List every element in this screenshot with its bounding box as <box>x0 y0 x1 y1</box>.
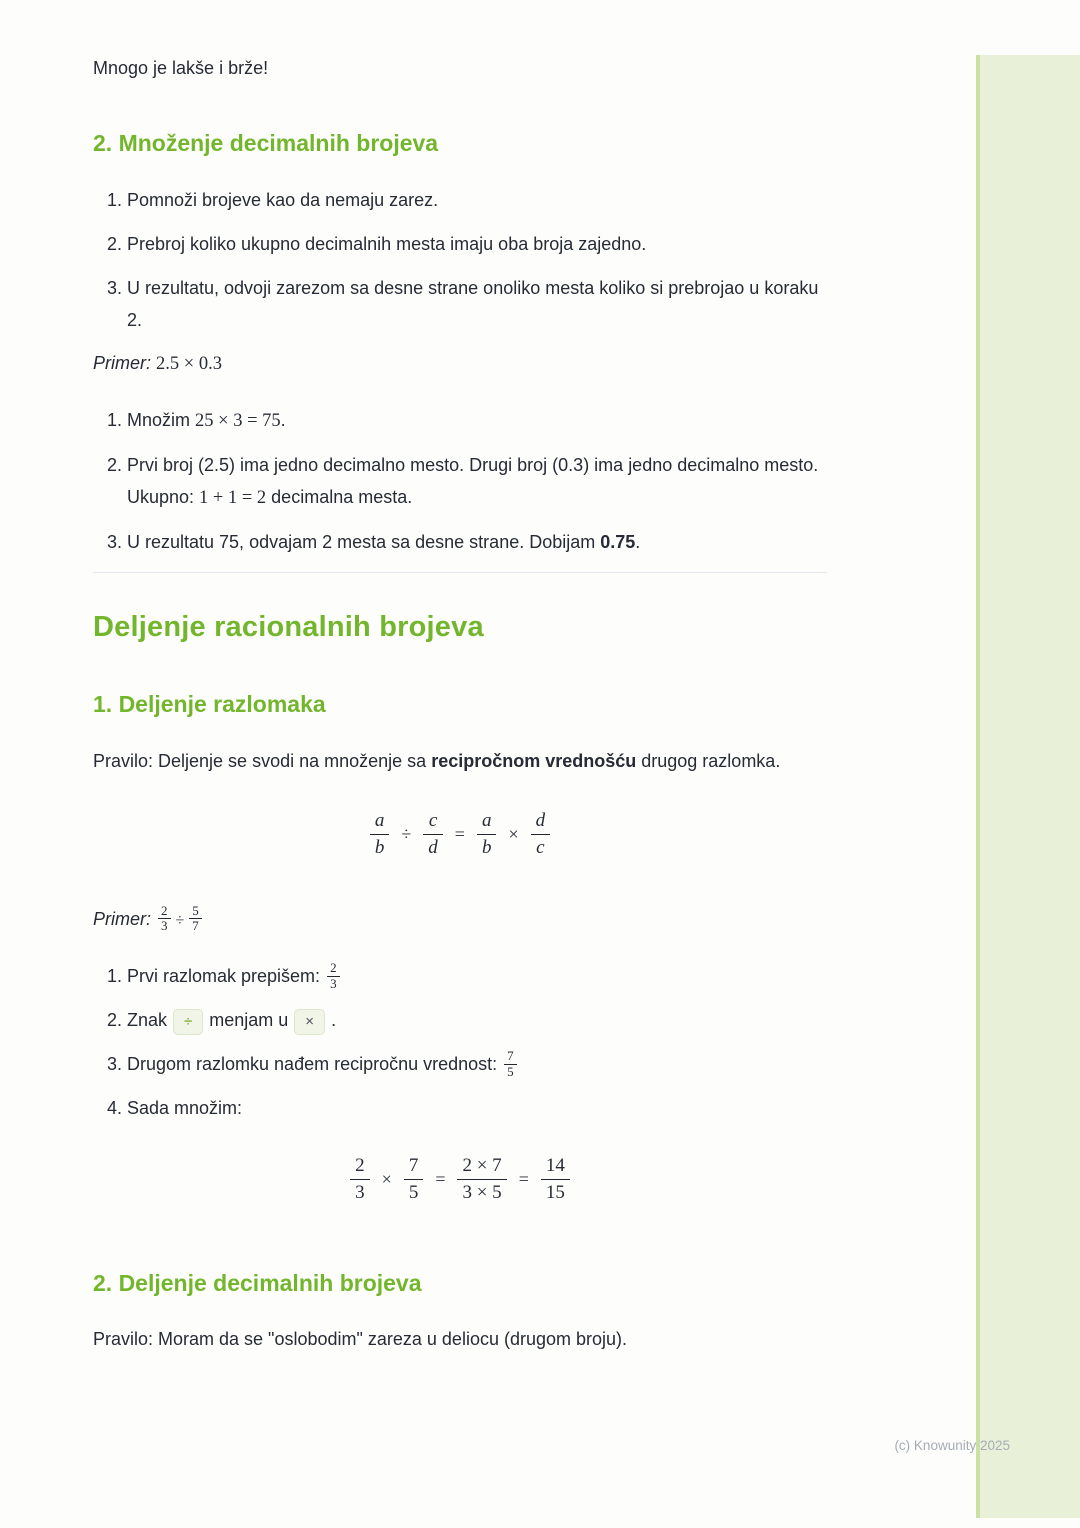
intro-text: Mnogo je lakše i brže! <box>93 58 269 78</box>
list-item <box>127 1003 827 1037</box>
fraction: $\frac{7}{5}$ <box>404 1153 424 1206</box>
list-item <box>127 526 827 558</box>
inline-code-multiply-sign: × <box>294 1009 325 1035</box>
list-item-text: . <box>331 1010 337 1031</box>
page-title-deljenje: Deljenje racionalnih brojeva <box>93 611 484 643</box>
fraction: $\frac{d}{c}$ <box>531 808 551 861</box>
fraction: $\frac{7}{5}$ <box>504 1049 517 1080</box>
equals-sign: = <box>454 824 465 844</box>
list-item-text: . <box>635 532 641 552</box>
primer-deljenje <box>93 902 827 936</box>
mnozenje-example-list <box>93 404 827 558</box>
divide-operator: ÷ <box>401 824 412 844</box>
list-item-text: U rezultatu 75, odvajam 2 mesta sa desne strane. Dobijam <box>127 532 601 552</box>
list-item-text: Prvi broj (2.5) ima jedno decimalno mesto. Drugi broj (0.3) ima jedno decimalno mesto. Ukupno: <box>127 455 819 507</box>
list-item <box>127 959 827 993</box>
document-content <box>93 55 827 1353</box>
list-item-text: menjam u <box>209 1010 289 1031</box>
mnozenje-rules-list <box>93 184 827 336</box>
fraction: $\frac{c}{d}$ <box>423 808 443 861</box>
list-item-text: Prvi razlomak prepišem: <box>127 966 326 987</box>
fraction: $\frac{2}{3}$ <box>158 904 171 935</box>
multiplication-result-formula <box>93 1153 827 1206</box>
equals-sign: = <box>518 1169 529 1190</box>
list-item <box>127 228 827 260</box>
equals-sign: = <box>435 1169 446 1190</box>
deljenje-steps-list <box>93 959 827 1125</box>
right-accent-stripe <box>980 55 1080 1518</box>
multiply-operator: × <box>508 824 519 844</box>
list-item-text: Znak <box>127 1010 168 1031</box>
list-item <box>127 404 827 437</box>
fraction: $\frac{a}{b}$ <box>370 808 390 861</box>
pravilo-paragraph <box>93 745 827 778</box>
math-expression: 1 + 1 = 2 <box>199 488 267 508</box>
primer-expression: 2.5 × 0.3 <box>156 354 222 374</box>
list-item <box>127 1047 827 1081</box>
copyright-footer: (c) Knowunity 2025 <box>894 1438 1010 1453</box>
list-item <box>127 272 827 336</box>
pravilo-text: Pravilo: Deljenje se svodi na množenje sa <box>93 751 432 771</box>
list-item-text: Množim <box>127 410 196 430</box>
divide-operator: ÷ <box>175 911 185 929</box>
inline-code-divide-sign: ÷ <box>173 1009 203 1035</box>
section-title-deljenje-razlomaka: 1. Deljenje razlomaka <box>93 691 326 717</box>
list-item <box>127 184 827 216</box>
section-divider <box>93 572 827 573</box>
fraction: $\frac{2}{3}$ <box>327 961 340 992</box>
math-expression: 25 × 3 = 75 <box>195 411 281 431</box>
list-item-text: Pomnoži brojeve kao da nemaju zarez. <box>127 190 439 210</box>
pravilo-bold: recipročnom vrednošću <box>431 751 637 771</box>
pravilo-text: drugog razlomka. <box>636 751 781 771</box>
list-item-text: Prebroj koliko ukupno decimalnih mesta imaju oba broja zajedno. <box>127 234 647 254</box>
fraction: $\frac{2}{3}$ <box>350 1153 370 1206</box>
fraction: $\frac{5}{7}$ <box>189 904 202 935</box>
list-item-text: Drugom razlomku nađem recipročnu vrednost: <box>127 1054 503 1075</box>
multiply-operator: × <box>381 1169 392 1190</box>
fraction: $\frac{2 \times 7}{3 \times 5}$ <box>457 1153 506 1206</box>
list-item-text: Sada množim: <box>127 1098 243 1119</box>
bold-result: 0.75 <box>600 532 636 552</box>
primer-label: Primer: <box>93 908 151 929</box>
section-title-deljenje-decimalnih: 2. Deljenje decimalnih brojeva <box>93 1269 422 1296</box>
list-item <box>127 1091 827 1125</box>
list-item-text: . <box>280 410 286 430</box>
list-item-text: U rezultatu, odvoji zarezom sa desne strane onoliko mesta koliko si prebrojao u koraku 2. <box>127 278 819 330</box>
primer-mnozenje <box>93 350 827 378</box>
list-item <box>127 449 827 514</box>
list-item-text: decimalna mesta. <box>266 487 413 507</box>
division-rule-formula <box>93 808 827 861</box>
primer-label: Primer: <box>93 353 151 373</box>
fraction: $\frac{a}{b}$ <box>477 808 497 861</box>
section-title-mnozenje-decimalnih: 2. Množenje decimalnih brojeva <box>93 130 439 156</box>
fraction: $\frac{14}{15}$ <box>541 1153 570 1206</box>
pravilo-decimalni-paragraph: Pravilo: Moram da se "oslobodim" zareza u deliocu (drugom broju). <box>93 1328 628 1349</box>
